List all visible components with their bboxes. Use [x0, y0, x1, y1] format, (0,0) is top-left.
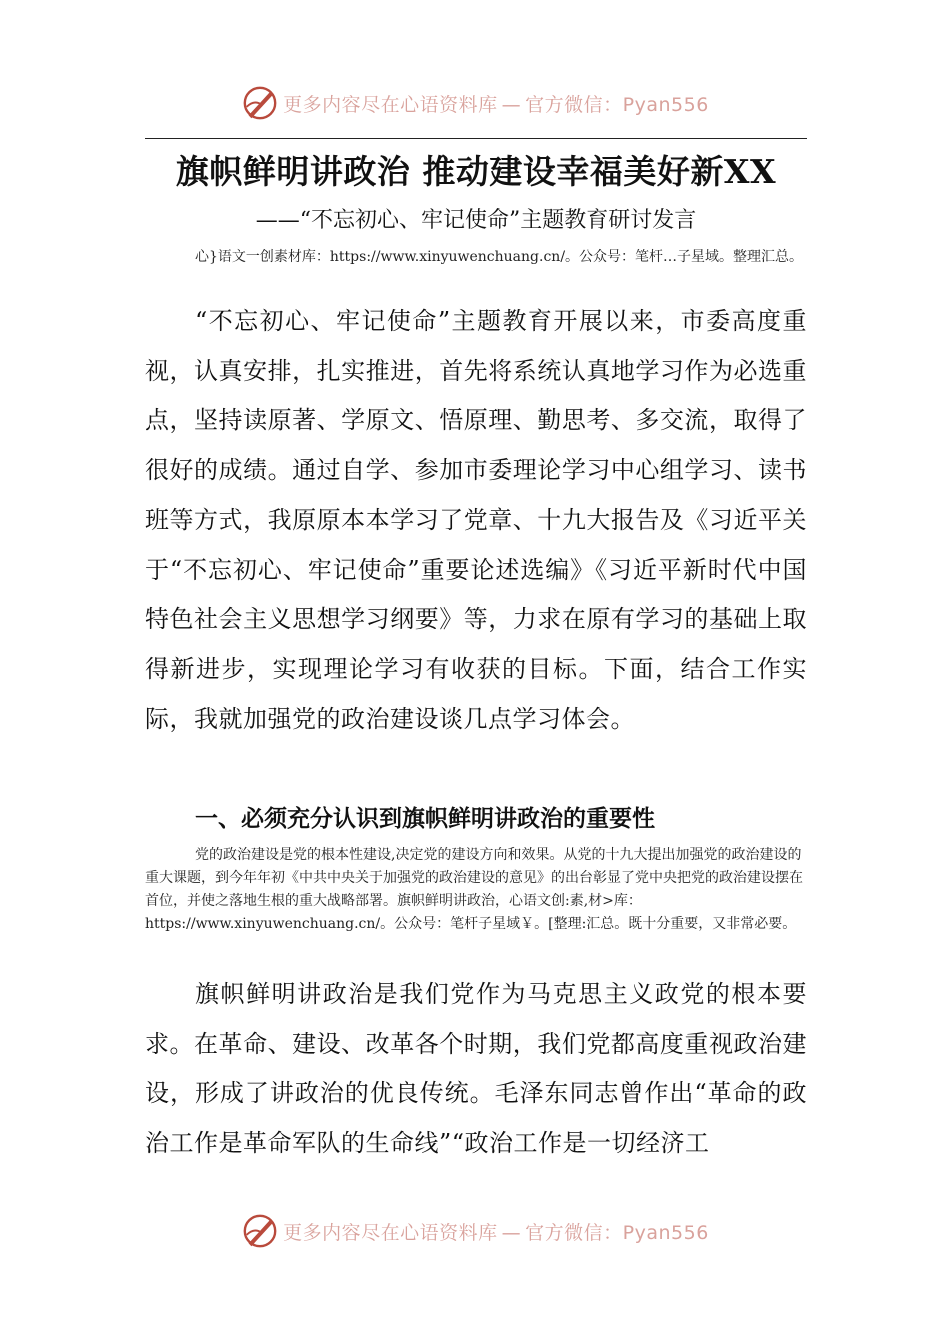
section-note [145, 844, 807, 936]
banner-main: 更多内容尽在心语资料库 [283, 1221, 498, 1244]
banner-separator: — [501, 1221, 522, 1244]
pen-logo-icon [241, 1212, 279, 1250]
banner-separator: — [501, 93, 522, 116]
source-note-text: 心}语文一创素材库：https://www.xinyuwenchuang.cn/。公众号：笔杆…子星域。整理汇总。 [195, 249, 804, 265]
banner-text [283, 1218, 709, 1245]
body-paragraph: 旗帜鲜明讲政治是我们党作为马克思主义政党的根本要求。在革命、建设、改革各个时期，我们党都高度重视政治建设，形成了讲政治的优良传统。毛泽东同志曾作出“革命的政治工作是革命军队的生命线”“政治工作是一切经济工 [145, 980, 807, 1158]
section-note-text: 党的政治建设是党的根本性建设,决定党的建设方向和效果。从党的十九大提出加强党的政治建设的重大课题，到今年年初《中共中央关于加强党的政治建设的意见》的出台彰显了党中央把党的政治建设摆在首位，并使之落地生根的重大战略部署。旗帜鲜明讲政治，心语文创:素,材>库：https://www.xinyuwenchuang.cn/。公众号：笔杆子星域￥。[整理:汇总。既十分重要，又非常必要。 [145, 847, 803, 932]
footer-banner [0, 1206, 950, 1256]
banner-sub: 官方微信：Pyan556 [525, 1221, 709, 1244]
banner-main: 更多内容尽在心语资料库 [283, 93, 498, 116]
pen-logo-icon [241, 84, 279, 122]
document-title: 旗帜鲜明讲政治 推动建设幸福美好新XX [175, 152, 777, 191]
document-subtitle: ——“不忘初心、牢记使命”主题教育研讨发言 [255, 208, 697, 233]
title-rule [145, 138, 807, 139]
section-heading: 一、必须充分认识到旗帜鲜明讲政治的重要性 [195, 806, 655, 832]
body-paragraph: “不忘初心、牢记使命”主题教育开展以来，市委高度重视，认真安排，扎实推进，首先将系统认真地学习作为必选重点，坚持读原著、学原文、悟原理、勤思考、多交流，取得了很好的成绩。通过自学、参加市委理论学习中心组学习、读书班等方式，我原原本本学习了党章、十九大报告及《习近平关于“不忘初心、牢记使命”重要论述选编》《习近平新时代中国特色社会主义思想学习纲要》等，力求在原有学习的基础上取得新进步，实现理论学习有收获的目标。下面，结合工作实际，我就加强党的政治建设谈几点学习体会。 [145, 307, 807, 733]
banner-text [283, 90, 709, 117]
banner-sub: 官方微信：Pyan556 [525, 93, 709, 116]
header-banner [0, 78, 950, 128]
source-note [145, 246, 807, 269]
